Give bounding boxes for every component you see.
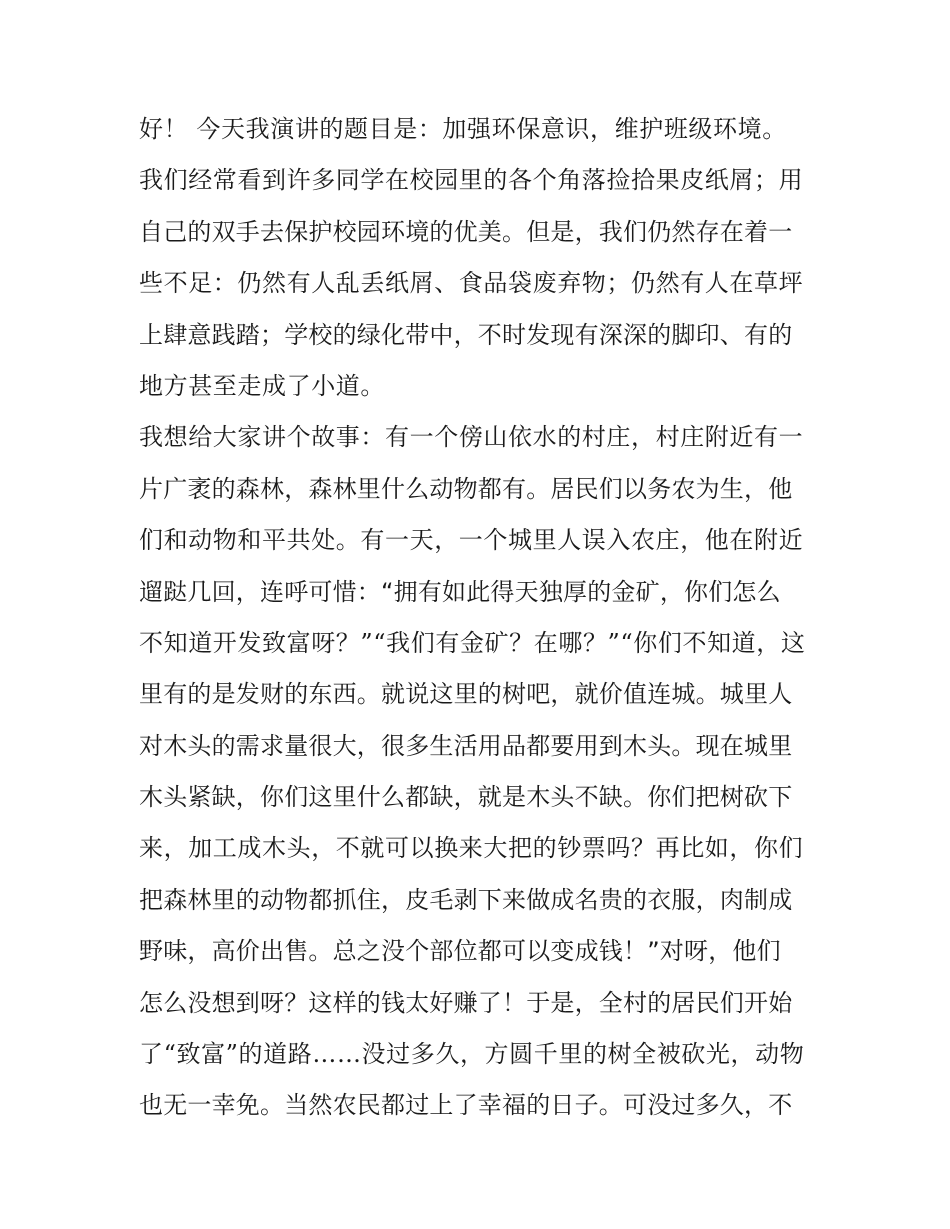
text-line: 木头紧缺，你们这里什么都缺，就是木头不缺。你们把树砍下	[139, 783, 793, 812]
text-line: 把森林里的动物都抓住，皮毛剥下来做成名贵的衣服，肉制成	[139, 885, 793, 914]
text-line: 对木头的需求量很大，很多生活用品都要用到木头。现在城里	[139, 731, 793, 760]
text-line: 也无一幸免。当然农民都过上了幸福的日子。可没过多久，不	[139, 1091, 793, 1120]
text-line: 自己的双手去保护校园环境的优美。但是，我们仍然存在着一	[139, 217, 793, 246]
text-line: 来，加工成木头，不就可以换来大把的钞票吗？再比如，你们	[139, 834, 804, 863]
text-line: 遛跶几回，连呼可惜：“拥有如此得天独厚的金矿，你们怎么	[139, 577, 781, 606]
text-line: 不知道开发致富呀？”“我们有金矿？在哪？”“你们不知道，这	[139, 628, 806, 657]
text-line: 们和动物和平共处。有一天，一个城里人误入农庄，他在附近	[139, 526, 804, 555]
text-line: 我们经常看到许多同学在校园里的各个角落捡拾果皮纸屑；用	[139, 166, 804, 195]
text-line: 些不足：仍然有人乱丢纸屑、食品袋废弃物；仍然有人在草坪	[139, 269, 804, 298]
text-line: 了“致富”的道路……没过多久，方圆千里的树全被砍光，动物	[139, 1040, 805, 1069]
text-line: 好！ 今天我演讲的题目是：加强环保意识，维护班级环境。	[139, 115, 787, 143]
text-line: 我想给大家讲个故事：有一个傍山依水的村庄，村庄附近有一	[139, 423, 804, 452]
text-line: 上肆意践踏；学校的绿化带中，不时发现有深深的脚印、有的	[139, 320, 793, 349]
text-line: 野味，高价出售。总之没个部位都可以变成钱！”对呀，他们	[139, 937, 781, 966]
text-line: 里有的是发财的东西。就说这里的树吧，就价值连城。城里人	[139, 680, 793, 709]
text-line: 地方甚至走成了小道。	[139, 371, 385, 400]
text-line: 怎么没想到呀？这样的钱太好赚了！于是，全村的居民们开始	[139, 988, 793, 1017]
text-line: 片广袤的森林，森林里什么动物都有。居民们以务农为生，他	[139, 474, 793, 503]
speech-text	[139, 104, 829, 1132]
